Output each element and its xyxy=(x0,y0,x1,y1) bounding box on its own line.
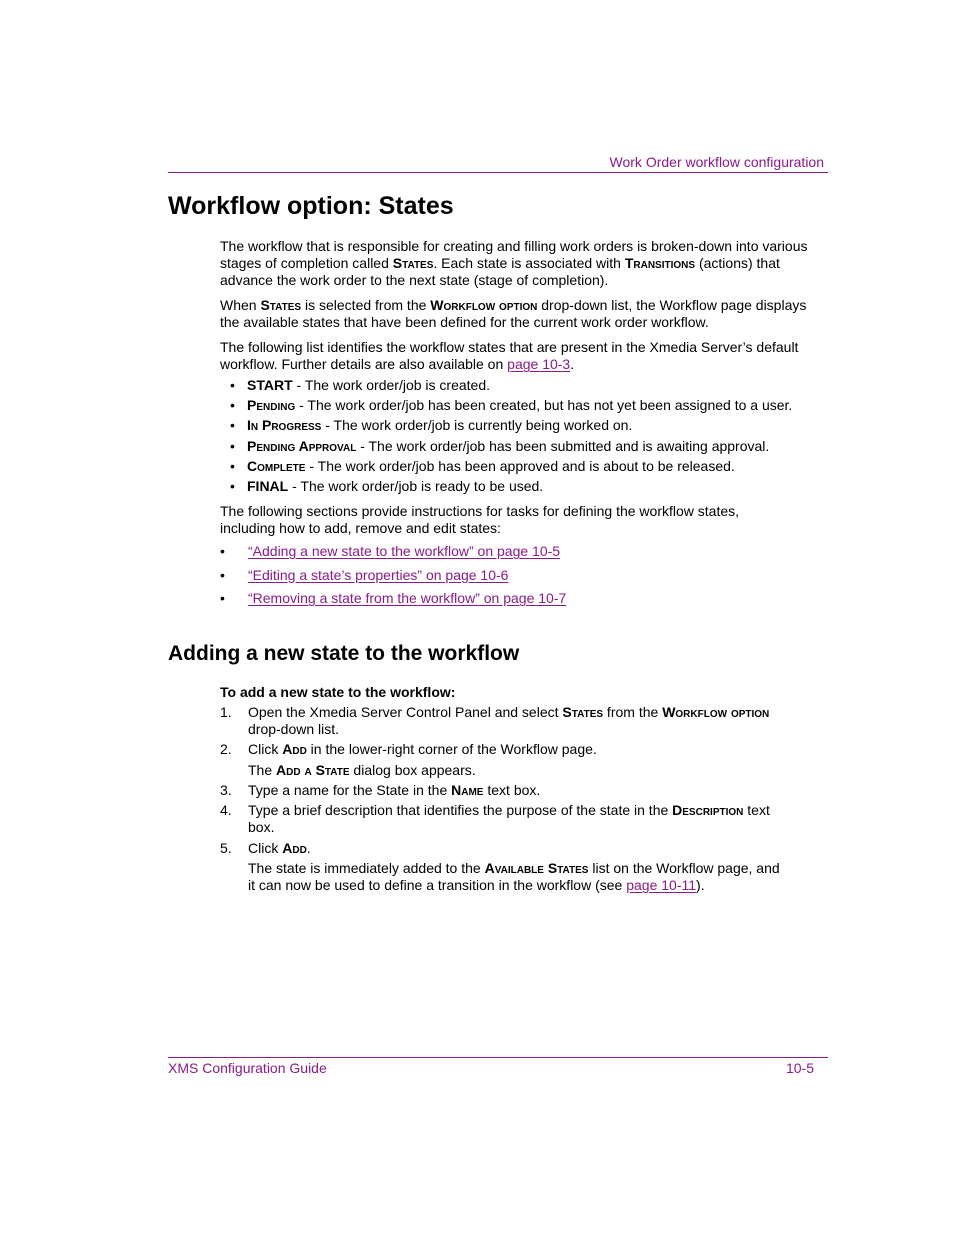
text-run: Type a brief description that identifies the purpose of the state in the xyxy=(248,802,673,818)
text-run: from the xyxy=(603,704,663,720)
text-run: in the lower-right corner of the Workflow page. xyxy=(306,741,597,757)
step-number: 3. xyxy=(220,782,232,798)
list-item xyxy=(247,377,792,397)
state-name: Pending xyxy=(247,397,296,414)
step-number: 5. xyxy=(220,840,232,856)
states-list xyxy=(247,377,792,498)
section-link-adding[interactable]: “Adding a new state to the workflow” on page 10-5 xyxy=(248,543,561,559)
text-run: Click xyxy=(248,741,283,757)
step-text xyxy=(248,762,788,779)
footer-page-number: 10-5 xyxy=(785,1060,814,1076)
state-name: FINAL xyxy=(247,477,289,494)
footer-rule xyxy=(168,1057,828,1058)
term-description: Description xyxy=(672,802,744,818)
section-link-removing[interactable]: “Removing a state from the workflow” on page 10-7 xyxy=(248,590,567,606)
text-run: Type a name for the State in the xyxy=(248,782,452,798)
step-number: 2. xyxy=(220,741,232,757)
text-run: text box. xyxy=(248,802,770,835)
term-add-a-state: Add a State xyxy=(276,762,350,778)
term-workflow-option: Workflow option xyxy=(430,297,538,313)
text-run: The xyxy=(248,762,277,778)
state-description: - The work order/job has been approved and is about to be released. xyxy=(305,457,735,474)
list-item xyxy=(220,543,566,567)
state-description: - The work order/job is currently being worked on. xyxy=(321,417,633,434)
step-text xyxy=(248,840,788,857)
text-run: The state is immediately added to the xyxy=(248,860,485,876)
term-states: States xyxy=(562,704,604,720)
text-run: When xyxy=(220,297,261,313)
state-description: - The work order/job is ready to be used. xyxy=(288,477,544,494)
term-available-states: Available States xyxy=(484,860,589,876)
footer-document-title: XMS Configuration Guide xyxy=(168,1060,327,1076)
step-text xyxy=(248,741,788,758)
step-text xyxy=(248,802,788,836)
list-item xyxy=(247,417,792,437)
state-description: - The work order/job has been created, but has not yet been assigned to a user. xyxy=(295,397,793,414)
text-run: ). xyxy=(696,877,705,893)
state-description: - The work order/job is created. xyxy=(292,377,491,393)
step-text xyxy=(248,860,788,894)
procedure-title: To add a new state to the workflow: xyxy=(220,684,456,700)
term-states: States xyxy=(392,255,434,271)
page-link[interactable]: page 10-11 xyxy=(626,877,697,893)
page-link[interactable]: page 10-3 xyxy=(507,356,571,372)
header-rule xyxy=(168,172,828,173)
state-description: - The work order/job has been submitted and is awaiting approval. xyxy=(356,437,770,454)
text-run: text box. xyxy=(483,782,541,798)
term-name: Name xyxy=(451,782,484,798)
state-name: In Progress xyxy=(247,417,322,434)
section-heading: Adding a new state to the workflow xyxy=(168,642,520,665)
text-run: dialog box appears. xyxy=(349,762,476,778)
text-run: (actions) that advance the work order to the next state (stage of completion). xyxy=(220,255,780,288)
text-run: Click xyxy=(248,840,283,856)
list-item xyxy=(247,438,792,458)
text-run: is selected from the xyxy=(301,297,431,313)
step-number: 4. xyxy=(220,802,232,818)
term-add: Add xyxy=(282,741,307,757)
term-transitions: Transitions xyxy=(624,255,696,271)
intro-paragraph-1 xyxy=(220,238,820,289)
text-run: drop-down list. xyxy=(248,721,340,737)
text-run: list on the Workflow page, and it can now be used to define a transition in the workflow (see xyxy=(248,860,780,893)
running-head: Work Order workflow configuration xyxy=(609,154,824,170)
section-link-editing[interactable]: “Editing a state’s properties” on page 10-6 xyxy=(248,566,509,583)
step-number: 1. xyxy=(220,704,232,720)
text-run: Open the Xmedia Server Control Panel and select xyxy=(248,704,563,720)
text-run: The following list identifies the workflow states that are present in the Xmedia Server’s default workflow. Further details are also available on xyxy=(220,339,799,372)
term-add: Add xyxy=(282,840,307,856)
text-run: drop-down list, the Workflow page displays the available states that have been defined for the current work order workflow. xyxy=(220,297,807,330)
term-workflow-option: Workflow option xyxy=(662,704,770,720)
list-item xyxy=(247,397,792,417)
sections-intro: The following sections provide instructions for tasks for defining the workflow states, including how to add, remove and edit states: xyxy=(220,503,740,536)
intro-paragraph-2 xyxy=(220,297,820,331)
term-states: States xyxy=(260,297,302,313)
text-run: . Each state is associated with xyxy=(433,255,625,271)
section-links-list xyxy=(220,543,566,614)
state-name: Complete xyxy=(247,457,306,474)
list-item xyxy=(247,458,792,478)
text-run: . xyxy=(306,840,311,856)
text-run: The workflow that is responsible for creating and filling work orders is broken-down into various stages of completion called xyxy=(220,238,808,271)
intro-paragraph-3 xyxy=(220,339,820,373)
state-name: Pending Approval xyxy=(247,437,357,454)
step-text xyxy=(248,704,788,738)
page-title: Workflow option: States xyxy=(168,192,454,220)
step-text xyxy=(248,782,788,799)
list-item xyxy=(247,478,792,498)
state-name: START xyxy=(247,377,293,393)
text-run: . xyxy=(570,356,575,372)
list-item xyxy=(220,567,566,591)
list-item xyxy=(220,590,566,614)
